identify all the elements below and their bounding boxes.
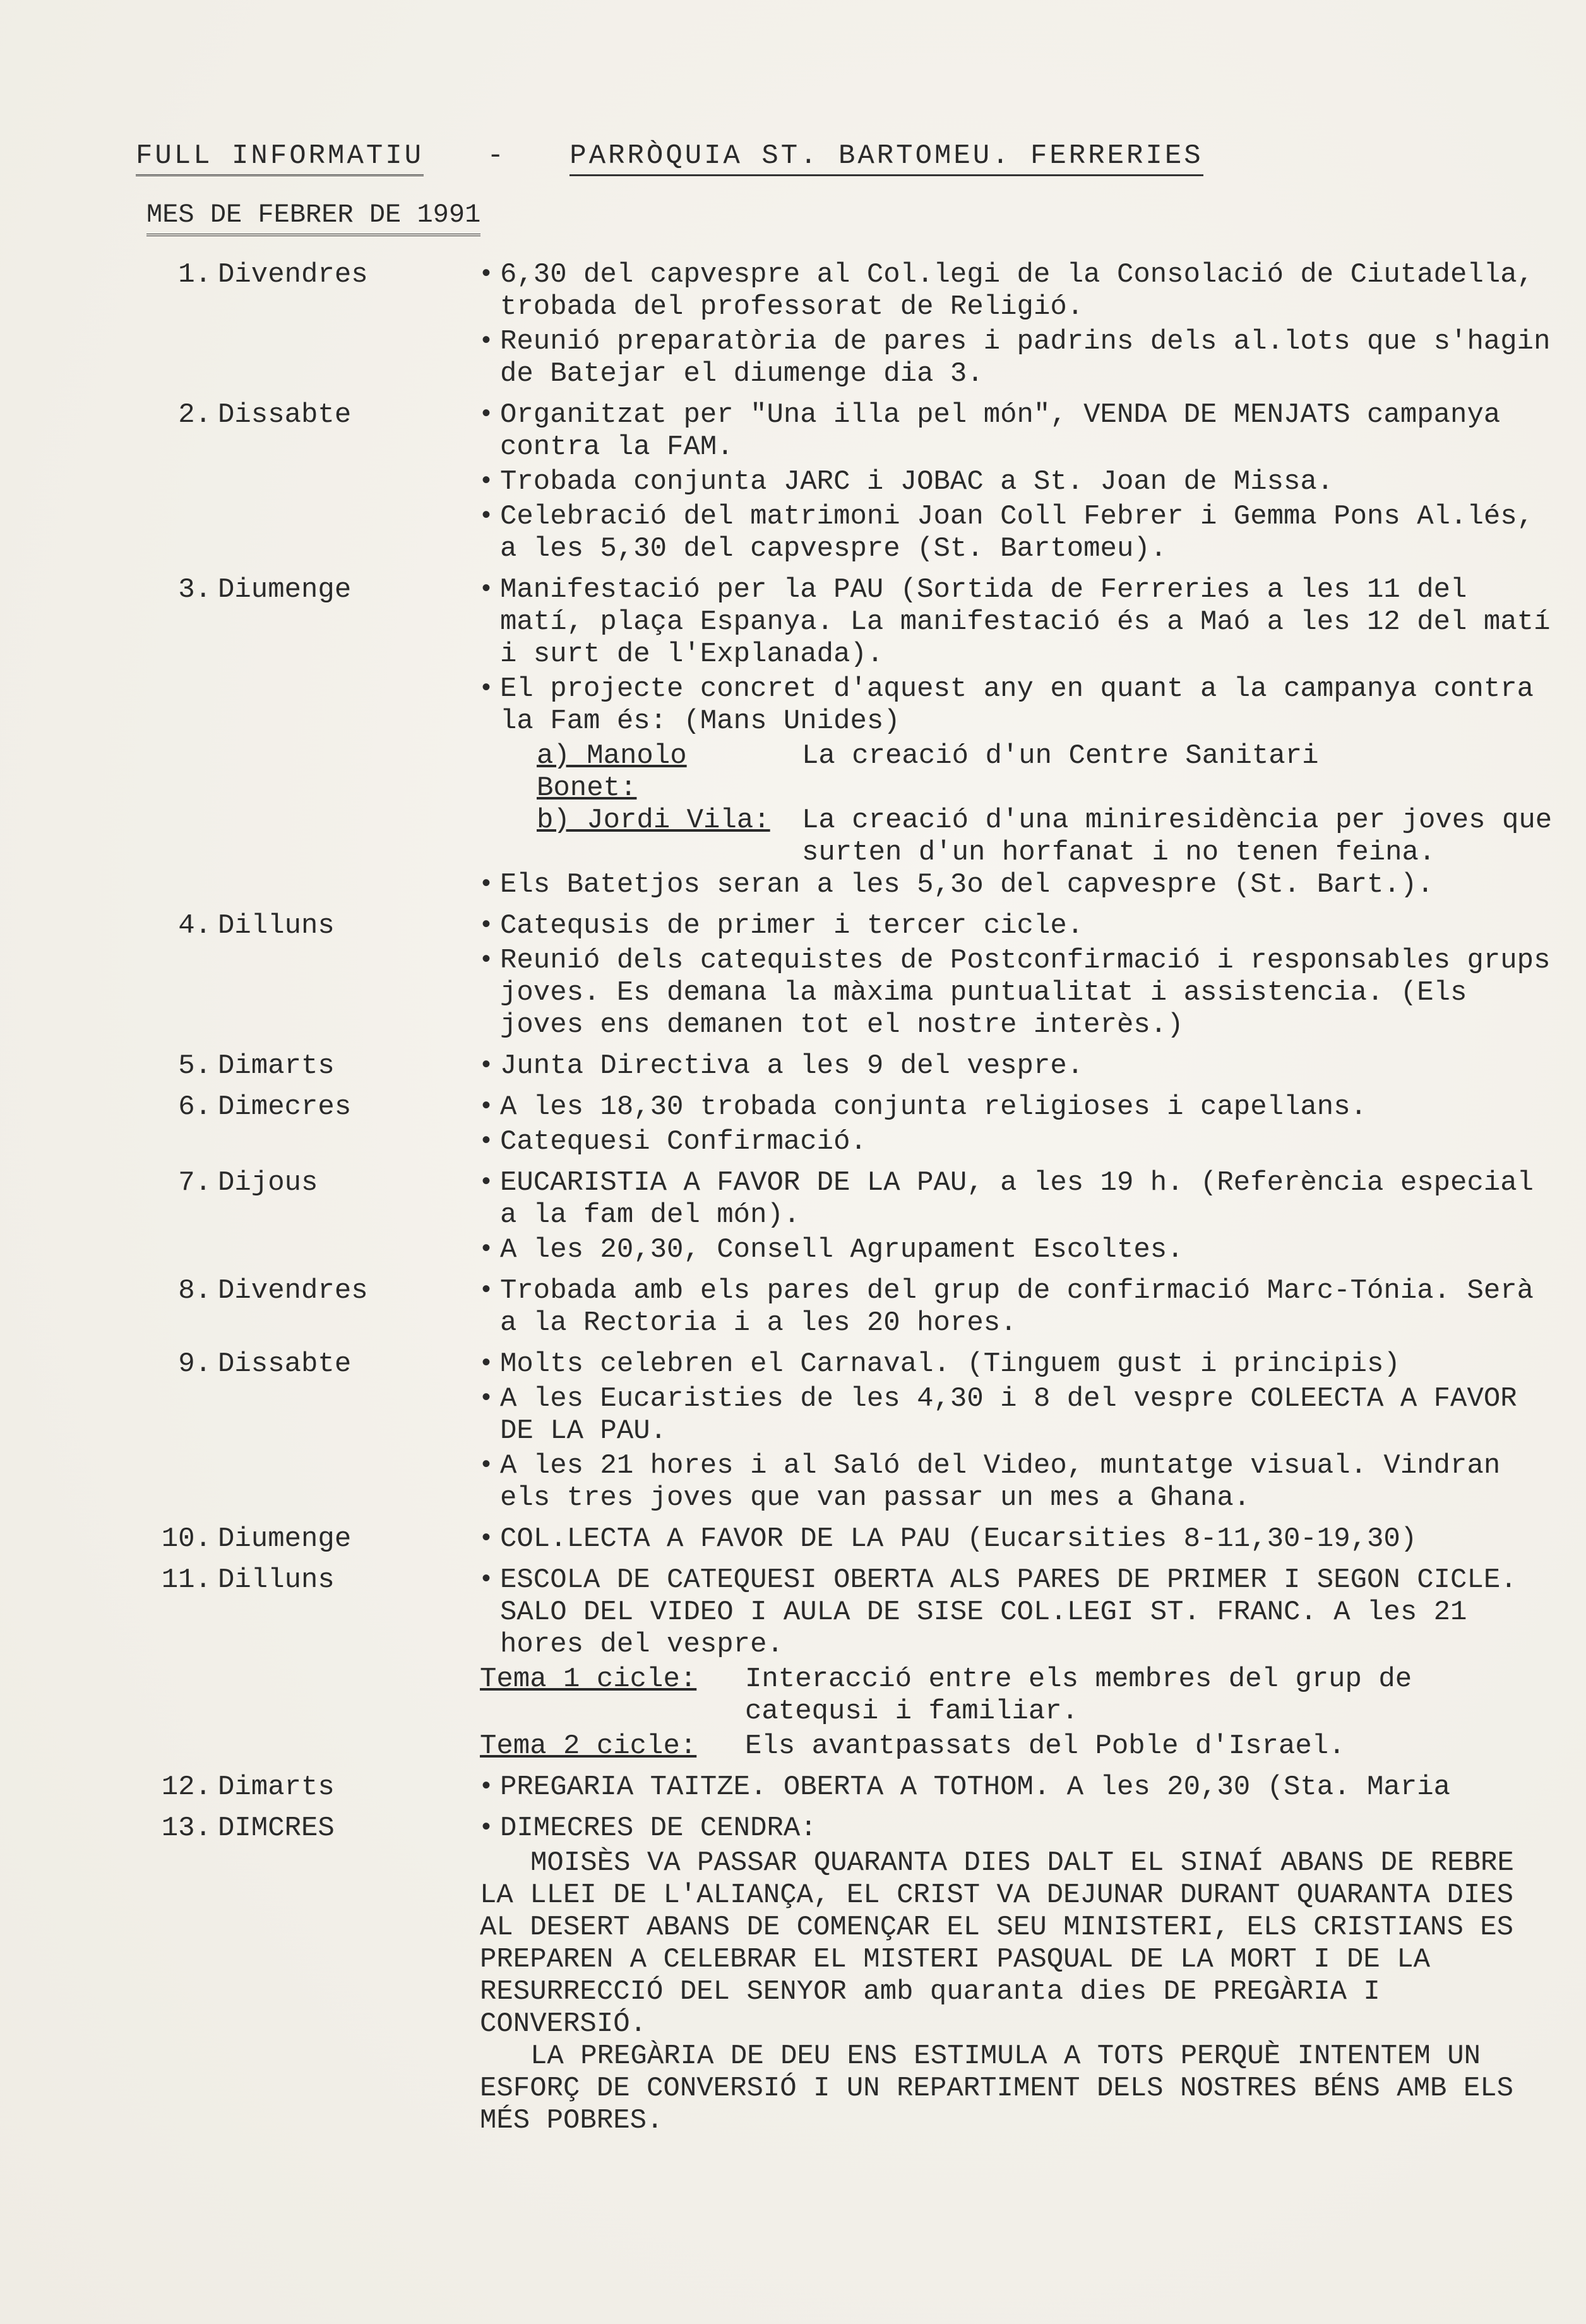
day-name: Dijous (218, 1167, 318, 1199)
month-heading: MES DE FEBRER DE 1991 (146, 200, 480, 236)
event-item: • A les 21 hores i al Saló del Video, muntatge visual. Vindran els tres joves que van passar un mes a Ghana. (480, 1450, 1553, 1514)
day-entry (0, 574, 1586, 901)
lent-paragraph: MOISÈS VA PASSAR QUARANTA DIES DALT EL SINAÍ ABANS DE REBRE LA LLEI DE L'ALIANÇA, EL CRIST VA DEJUNAR DURANT QUARANTA DIES AL DESERT ABANS DE COMENÇAR EL SEU MINISTERI, ELS CRISTIANS ES PREPAREN A CELEBRAR EL MISTERI PASQUAL DE LA MORT I DE LA RESURRECCIÓ DEL SENYOR amb quaranta dies DE PREGÀRIA I CONVERSIÓ. (480, 1847, 1514, 2040)
theme-item (480, 1663, 1553, 1728)
theme-text: Els avantpassats del Poble d'Israel. (745, 1730, 1345, 1762)
day-name: Dimarts (218, 1050, 335, 1082)
day-name: Dimarts (218, 1771, 335, 1803)
event-item: • COL.LECTA A FAVOR DE LA PAU (Eucarsities 8-11,30-19,30) (480, 1523, 1553, 1555)
event-item: • Trobada conjunta JARC i JOBAC a St. Joan de Missa. (480, 466, 1553, 498)
day-number: 1. (178, 259, 212, 290)
day-number: 10. (161, 1523, 212, 1555)
document-header (136, 140, 1462, 172)
day-name: Dilluns (218, 910, 335, 942)
day-number: 3. (178, 574, 212, 606)
event-item: • Molts celebren el Carnaval. (Tinguem gust i principis) (480, 1348, 1553, 1381)
day-number: 5. (178, 1050, 212, 1082)
day-number: 7. (178, 1167, 212, 1199)
theme-label: Tema 1 cicle: (480, 1663, 697, 1695)
day-number: 6. (178, 1091, 212, 1123)
day-entry (0, 259, 1586, 390)
event-item: • Junta Directiva a les 9 del vespre. (480, 1050, 1553, 1082)
header-dash: - (487, 140, 506, 172)
day-name: Dissabte (218, 399, 352, 431)
day-name: Dimecres (218, 1091, 352, 1123)
event-item: • DIMECRES DE CENDRA: (480, 1812, 1553, 1845)
day-entry (0, 1275, 1586, 1339)
theme-text: Interacció entre els membres del grup de catequsi i familiar. (745, 1663, 1412, 1727)
day-entry (0, 1812, 1586, 2137)
project-item (480, 740, 1553, 805)
day-entry (0, 1348, 1586, 1514)
project-label: a) Manolo Bonet: (537, 740, 687, 804)
day-number: 2. (178, 399, 212, 431)
event-item: • ESCOLA DE CATEQUESI OBERTA ALS PARES DE PRIMER I SEGON CICLE. SALO DEL VIDEO I AULA DE SISE COL.LEGI ST. FRANC. A les 21 hores del vespre. (480, 1564, 1553, 1661)
event-item: • A les 20,30, Consell Agrupament Escoltes. (480, 1234, 1553, 1266)
event-item: • El projecte concret d'aquest any en quant a la campanya contra la Fam és: (Mans Unides) (480, 673, 1553, 738)
project-label: b) Jordi Vila: (537, 805, 770, 836)
day-entry (0, 910, 1586, 1041)
event-item: • Manifestació per la PAU (Sortida de Ferreries a les 11 del matí, plaça Espanya. La manifestació és a Maó a les 12 del matí i surt de l'Explanada). (480, 574, 1553, 671)
day-entry (0, 1564, 1586, 1763)
day-name: Diumenge (218, 1523, 352, 1555)
day-entry (0, 399, 1586, 565)
event-item: • A les Eucaristies de les 4,30 i 8 del vespre COLEECTA A FAVOR DE LA PAU. (480, 1383, 1553, 1447)
day-entry (0, 1771, 1586, 1804)
day-name: Divendres (218, 1275, 368, 1307)
calendar-list (0, 259, 1586, 2146)
day-number: 8. (178, 1275, 212, 1307)
event-item: • Catequsis de primer i tercer cicle. (480, 910, 1553, 942)
day-name: Dilluns (218, 1564, 335, 1596)
event-item: • 6,30 del capvespre al Col.legi de la Consolació de Ciutadella, trobada del professorat de Religió. (480, 259, 1553, 323)
day-number: 12. (161, 1771, 212, 1803)
lent-paragraph: LA PREGÀRIA DE DEU ENS ESTIMULA A TOTS PERQUÈ INTENTEM UN ESFORÇ DE CONVERSIÓ I UN REPARTIMENT DELS NOSTRES BÉNS AMB ELS MÉS POBRES. (480, 2040, 1514, 2136)
parish-name: PARRÒQUIA ST. BARTOMEU. FERRERIES (569, 140, 1203, 176)
day-name: Diumenge (218, 574, 352, 606)
event-item: • PREGARIA TAITZE. OBERTA A TOTHOM. A les 20,30 (Sta. Maria (480, 1771, 1553, 1804)
theme-label: Tema 2 cicle: (480, 1730, 697, 1762)
document-title: FULL INFORMATIU (136, 140, 424, 176)
event-item: • Reunió dels catequistes de Postconfirmació i responsables grups joves. Es demana la màxima puntualitat i assistencia. (Els joves ens demanen tot el nostre interès.) (480, 945, 1553, 1041)
event-item: • Celebració del matrimoni Joan Coll Febrer i Gemma Pons Al.lés, a les 5,30 del capvespre (St. Bartomeu). (480, 501, 1553, 565)
day-name: Dissabte (218, 1348, 352, 1380)
project-text: La creació d'una miniresidència per joves que surten d'un horfanat i no tenen feina. (802, 805, 1553, 868)
project-text: La creació d'un Centre Sanitari (802, 740, 1319, 772)
day-number: 13. (161, 1812, 212, 1844)
day-name: Divendres (218, 259, 368, 290)
day-number: 11. (161, 1564, 212, 1596)
event-item: • EUCARISTIA A FAVOR DE LA PAU, a les 19 h. (Referència especial a la fam del món). (480, 1167, 1553, 1231)
day-entry (0, 1167, 1586, 1266)
theme-item (480, 1730, 1553, 1763)
day-entry (0, 1091, 1586, 1158)
event-item: • Els Batetjos seran a les 5,3o del capvespre (St. Bart.). (480, 869, 1553, 901)
day-name: DIMCRES (218, 1812, 335, 1844)
event-item: • Catequesi Confirmació. (480, 1126, 1553, 1158)
day-number: 4. (178, 910, 212, 942)
day-entry (0, 1523, 1586, 1555)
event-item: • A les 18,30 trobada conjunta religioses i capellans. (480, 1091, 1553, 1123)
day-number: 9. (178, 1348, 212, 1380)
project-item (480, 805, 1553, 869)
event-item: • Reunió preparatòria de pares i padrins dels al.lots que s'hagin de Batejar el diumenge dia 3. (480, 326, 1553, 390)
event-item: • Trobada amb els pares del grup de confirmació Marc-Tónia. Serà a la Rectoria i a les 20 hores. (480, 1275, 1553, 1339)
event-item: • Organitzat per "Una illa pel món", VENDA DE MENJATS campanya contra la FAM. (480, 399, 1553, 464)
day-entry (0, 1050, 1586, 1082)
